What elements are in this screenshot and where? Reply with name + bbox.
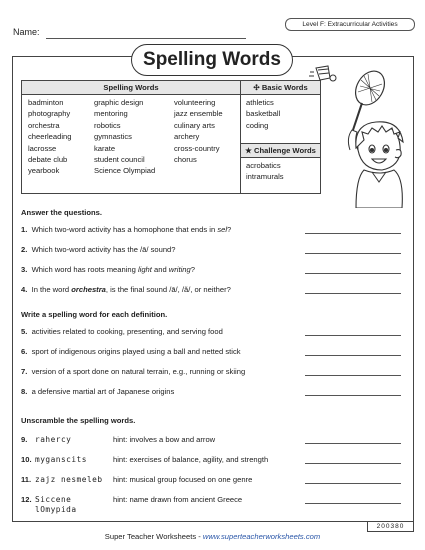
list-item: culinary arts — [174, 120, 215, 130]
answer-line-6[interactable] — [305, 355, 401, 356]
list-item: archery — [174, 132, 200, 142]
scramble-10: 10. myganscits hint: exercises of balance, agility, and strength — [21, 455, 269, 464]
answer-line-2[interactable] — [305, 253, 401, 254]
shuttlecock-icon — [309, 66, 336, 81]
list-item: coding — [246, 120, 269, 130]
footer-link[interactable]: www.superteacherworksheets.com — [202, 532, 321, 541]
answer-line-3[interactable] — [305, 273, 401, 274]
spelling-words-header: Spelling Words — [22, 81, 240, 95]
list-item: graphic design — [94, 98, 144, 107]
answer-line-7[interactable] — [305, 375, 401, 376]
list-item: lacrosse — [28, 143, 57, 153]
answer-line-1[interactable] — [305, 233, 401, 234]
basic-words-label: Basic Words — [261, 83, 308, 92]
name-field[interactable] — [46, 38, 246, 39]
section-3-title: Unscramble the spelling words. — [21, 416, 136, 425]
question-2: 2. Which two-word activity has the /ā/ sound? — [21, 245, 176, 254]
list-item: debate club — [28, 155, 68, 165]
list-item: cheerleading — [28, 132, 72, 142]
word-column-3 — [174, 97, 223, 165]
basic-words-header: ✣ Basic Words — [241, 81, 320, 95]
list-item: intramurals — [246, 172, 284, 182]
word-column-1 — [28, 97, 72, 177]
list-item: karate — [94, 143, 116, 153]
list-item: student council — [94, 155, 145, 165]
basic-word-list — [246, 97, 280, 131]
list-item: mentoring — [94, 109, 128, 119]
list-item: badminton — [28, 98, 64, 107]
list-item: chorus — [174, 155, 197, 165]
answer-line-12[interactable] — [305, 503, 401, 504]
list-item: cross-country — [174, 143, 220, 153]
challenge-words-header: ★ Challenge Words — [241, 143, 320, 158]
name-label: Name: — [13, 27, 40, 37]
scramble-11: 11. zajz nesmeleb hint: musical group focused on one genre — [21, 475, 253, 484]
worksheet-code: 200380 — [367, 521, 414, 532]
answer-line-4[interactable] — [305, 293, 401, 294]
challenge-words-label: Challenge Words — [254, 146, 316, 155]
section-2-title: Write a spelling word for each definition. — [21, 310, 168, 319]
racket-icon — [350, 66, 391, 130]
question-3: 3. Which word has roots meaning light and writing? — [21, 265, 195, 274]
list-item: photography — [28, 109, 71, 119]
word-table — [21, 80, 321, 194]
answer-line-11[interactable] — [305, 483, 401, 484]
definition-5: 5. activities related to cooking, presenting, and serving food — [21, 327, 223, 336]
scramble-12: 12. Siccene lOmypida hint: name drawn from ancient Greece — [21, 495, 243, 514]
table-divider — [240, 81, 241, 193]
answer-line-10[interactable] — [305, 463, 401, 464]
list-item: orchestra — [28, 120, 60, 130]
definition-7: 7. version of a sport done on natural terrain, e.g., running or skiing — [21, 367, 246, 376]
section-1-title: Answer the questions. — [21, 208, 103, 217]
list-item: acrobatics — [246, 161, 281, 170]
challenge-word-list — [246, 160, 284, 183]
boy-badminton-illustration — [306, 58, 410, 208]
definition-6: 6. sport of indigenous origins played using a ball and netted stick — [21, 347, 241, 356]
answer-line-9[interactable] — [305, 443, 401, 444]
list-item: yearbook — [28, 166, 60, 176]
question-1: 1. Which two-word activity has a homophone that ends in sel? — [21, 225, 232, 234]
answer-line-8[interactable] — [305, 395, 401, 396]
word-column-2 — [94, 97, 155, 177]
list-item: gymnastics — [94, 132, 132, 142]
list-item: Science Olympiad — [94, 166, 156, 176]
footer — [0, 532, 425, 541]
page-title: Spelling Words — [131, 44, 293, 76]
list-item: basketball — [246, 109, 281, 119]
list-item: robotics — [94, 120, 121, 130]
scramble-9: 9. rahercy hint: involves a bow and arrow — [21, 435, 216, 444]
definition-8: 8. a defensive martial art of Japanese origins — [21, 387, 175, 396]
question-4: 4. In the word orchestra, is the final sound /ā/, /ă/, or neither? — [21, 285, 231, 294]
list-item: athletics — [246, 98, 274, 107]
answer-line-5[interactable] — [305, 335, 401, 336]
list-item: jazz ensemble — [174, 109, 223, 119]
list-item: volunteering — [174, 98, 216, 107]
level-badge: Level F: Extracurricular Activities — [285, 18, 415, 31]
footer-text: Super Teacher Worksheets - — [104, 532, 203, 541]
